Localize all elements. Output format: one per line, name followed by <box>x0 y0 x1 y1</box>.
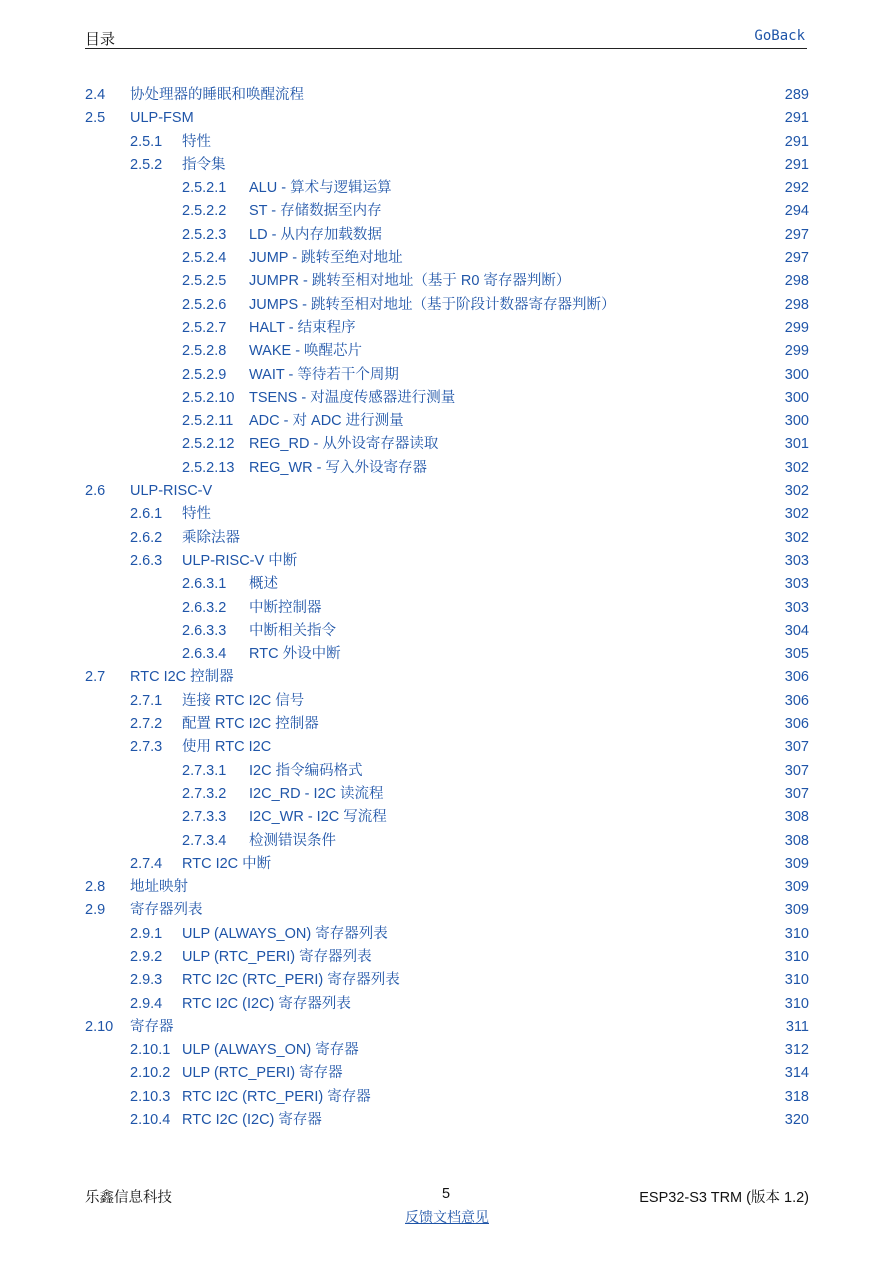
toc-entry-title: ULP (RTC_PERI) 寄存器列表 <box>182 948 372 965</box>
toc-entry-title: ADC - 对 ADC 进行测量 <box>249 413 404 430</box>
toc-entry-number: 2.6.3.2 <box>182 599 227 616</box>
toc-entry[interactable] <box>0 294 892 317</box>
toc-entry-page: 299 <box>784 343 809 360</box>
toc-entry-page: 303 <box>784 599 809 616</box>
toc-entry-title: 协处理器的睡眠和唤醒流程 <box>130 87 304 103</box>
toc-entry[interactable] <box>0 1039 892 1062</box>
toc-entry[interactable] <box>0 1016 892 1039</box>
toc-entry-number: 2.5.2.13 <box>182 459 235 476</box>
toc-entry-title: 乘除法器 <box>182 529 240 546</box>
toc-entry-number: 2.5.2.11 <box>182 413 234 430</box>
toc-entry-title: WAKE - 唤醒芯片 <box>249 343 363 360</box>
toc-entry-number: 2.5.2.9 <box>182 366 227 383</box>
toc-entry[interactable] <box>0 946 892 969</box>
toc-entry[interactable] <box>0 736 892 759</box>
toc-entry-number: 2.9.1 <box>130 925 163 942</box>
toc-entry-number: 2.5.2.5 <box>182 273 227 290</box>
toc-entry-title: RTC I2C (I2C) 寄存器列表 <box>182 995 351 1012</box>
toc-entry[interactable] <box>0 806 892 829</box>
toc-entry-title: 特性 <box>182 133 211 150</box>
toc-entry-number: 2.6.2 <box>130 529 163 546</box>
goback-link[interactable]: GoBack <box>754 28 805 44</box>
toc-entry-number: 2.7.3.1 <box>182 762 227 779</box>
toc-entry[interactable] <box>0 480 892 503</box>
toc-entry-page: 299 <box>784 319 809 336</box>
toc-entry-number: 2.5.2.7 <box>182 319 227 336</box>
toc-entry-title: 寄存器 <box>130 1018 174 1035</box>
toc-entry-title: JUMPR - 跳转至相对地址（基于 R0 寄存器判断） <box>249 273 571 290</box>
toc-entry-title: REG_WR - 写入外设寄存器 <box>249 459 428 476</box>
toc-entry[interactable] <box>0 1109 892 1132</box>
toc-entry-page: 294 <box>784 203 809 220</box>
toc-entry-number: 2.10.3 <box>130 1088 171 1105</box>
toc-entry-page: 310 <box>784 995 809 1012</box>
toc-entry-title: ULP-RISC-V <box>130 483 213 500</box>
toc-entry-number: 2.5.2.6 <box>182 296 227 313</box>
toc-entry-title: RTC I2C 控制器 <box>130 669 234 686</box>
toc-entry-number: 2.5 <box>85 110 106 127</box>
toc-entry[interactable] <box>0 224 892 247</box>
page-header <box>85 26 807 49</box>
toc-entry-page: 306 <box>784 692 809 709</box>
toc-entry[interactable] <box>0 853 892 876</box>
toc-entry-page: 289 <box>784 87 809 103</box>
toc-entry-number: 2.5.1 <box>130 133 163 150</box>
toc-entry[interactable] <box>0 107 892 130</box>
toc-entry-number: 2.7.3.3 <box>182 809 227 826</box>
toc-entry-number: 2.5.2.8 <box>182 343 227 360</box>
toc-entry-page: 301 <box>784 436 809 453</box>
toc-entry-page: 314 <box>784 1065 809 1082</box>
toc-entry-page: 307 <box>784 739 809 756</box>
toc-entry[interactable] <box>0 876 892 899</box>
toc-entry-page: 308 <box>784 809 809 826</box>
toc-entry-number: 2.5.2 <box>130 156 163 173</box>
toc-entry-number: 2.10.4 <box>130 1112 171 1129</box>
toc-entry-page: 302 <box>784 459 809 476</box>
toc-entry-title: RTC I2C 中断 <box>182 855 272 872</box>
toc-entry-title: 地址映射 <box>130 879 188 896</box>
toc-entry-number: 2.7.1 <box>130 692 163 709</box>
toc-entry-page: 307 <box>784 762 809 779</box>
toc-entry-number: 2.6.3.4 <box>182 646 227 663</box>
toc-entry-page: 309 <box>784 855 809 872</box>
toc-entry-page: 302 <box>784 483 809 500</box>
toc-entry[interactable] <box>0 340 892 363</box>
toc-entry[interactable] <box>0 550 892 573</box>
toc-entry-number: 2.5.2.1 <box>182 180 227 197</box>
toc-entry-page: 306 <box>784 716 809 733</box>
toc-entry[interactable] <box>0 783 892 806</box>
toc-entry-page: 297 <box>784 226 809 243</box>
toc-entry-title: ST - 存储数据至内存 <box>249 203 382 220</box>
toc-entry[interactable] <box>0 573 892 596</box>
toc-entry-title: 连接 RTC I2C 信号 <box>182 692 305 709</box>
toc-entry-number: 2.6.1 <box>130 506 163 523</box>
toc-entry-number: 2.7 <box>85 669 106 686</box>
toc-entry-number: 2.4 <box>85 87 106 103</box>
toc-entry-title: 中断相关指令 <box>249 622 336 639</box>
table-of-contents <box>0 84 892 1132</box>
toc-entry-title: WAIT - 等待若干个周期 <box>249 366 399 383</box>
footer-document-title: ESP32-S3 TRM (版本 1.2) <box>639 1190 809 1206</box>
toc-entry-title: 配置 RTC I2C 控制器 <box>182 716 319 733</box>
toc-entry-page: 297 <box>784 250 809 267</box>
toc-entry-title: I2C_RD - I2C 读流程 <box>249 785 384 802</box>
toc-entry-page: 309 <box>784 902 809 919</box>
toc-entry-page: 309 <box>784 879 809 896</box>
toc-entry-page: 303 <box>784 576 809 593</box>
toc-entry[interactable] <box>0 433 892 456</box>
toc-entry-title: REG_RD - 从外设寄存器读取 <box>249 436 439 453</box>
toc-entry-page: 305 <box>784 646 809 663</box>
toc-entry-title: 概述 <box>249 576 278 593</box>
toc-entry[interactable] <box>0 200 892 223</box>
toc-entry-number: 2.6.3.1 <box>182 576 227 593</box>
toc-entry-title: RTC 外设中断 <box>249 646 341 663</box>
toc-entry[interactable] <box>0 131 892 154</box>
toc-entry-number: 2.9.2 <box>130 948 163 965</box>
toc-entry-number: 2.6.3 <box>130 552 163 569</box>
toc-entry[interactable] <box>0 620 892 643</box>
toc-entry-title: LD - 从内存加载数据 <box>249 226 382 243</box>
toc-entry-page: 291 <box>784 133 809 150</box>
toc-entry-number: 2.5.2.4 <box>182 250 227 267</box>
toc-entry-page: 292 <box>784 180 809 197</box>
toc-entry-number: 2.9.4 <box>130 995 163 1012</box>
toc-entry-page: 304 <box>784 622 809 639</box>
toc-entry-number: 2.7.3 <box>130 739 163 756</box>
toc-entry-page: 291 <box>784 156 809 173</box>
toc-entry-title: 中断控制器 <box>249 599 322 616</box>
toc-entry-title: RTC I2C (I2C) 寄存器 <box>182 1112 322 1129</box>
toc-entry-page: 311 <box>785 1018 809 1035</box>
page-footer <box>85 1186 809 1226</box>
toc-entry[interactable] <box>0 899 892 922</box>
toc-entry-title: I2C_WR - I2C 写流程 <box>249 809 387 826</box>
toc-entry-number: 2.8 <box>85 879 106 896</box>
toc-entry-page: 298 <box>784 296 809 313</box>
toc-entry-page: 307 <box>784 785 809 802</box>
toc-entry[interactable] <box>0 364 892 387</box>
toc-entry-number: 2.5.2.3 <box>182 226 227 243</box>
toc-entry[interactable] <box>0 713 892 736</box>
toc-entry-number: 2.10 <box>85 1018 114 1035</box>
toc-entry[interactable] <box>0 387 892 410</box>
toc-entry-page: 300 <box>784 389 809 406</box>
toc-entry-title: 检测错误条件 <box>249 832 336 849</box>
toc-entry-page: 310 <box>784 972 809 989</box>
toc-entry-page: 300 <box>784 413 809 430</box>
toc-entry-page: 310 <box>784 925 809 942</box>
toc-entry[interactable] <box>0 527 892 550</box>
toc-entry-page: 302 <box>784 529 809 546</box>
toc-entry[interactable] <box>0 666 892 689</box>
toc-entry-title: JUMP - 跳转至绝对地址 <box>249 250 403 267</box>
toc-entry-page: 310 <box>784 948 809 965</box>
toc-entry-number: 2.5.2.2 <box>182 203 227 220</box>
toc-entry[interactable] <box>0 643 892 666</box>
toc-entry-title: 寄存器列表 <box>130 902 203 919</box>
toc-entry-title: RTC I2C (RTC_PERI) 寄存器列表 <box>182 972 400 989</box>
header-title: 目录 <box>85 31 116 48</box>
toc-entry[interactable] <box>0 154 892 177</box>
toc-entry-title: I2C 指令编码格式 <box>249 762 363 779</box>
toc-entry-page: 300 <box>784 366 809 383</box>
toc-entry-title: 特性 <box>182 506 211 523</box>
toc-entry-number: 2.10.1 <box>130 1042 171 1059</box>
toc-entry-title: ULP-FSM <box>130 110 194 127</box>
toc-entry-number: 2.7.4 <box>130 855 163 872</box>
toc-entry[interactable] <box>0 317 892 340</box>
toc-entry-title: HALT - 结束程序 <box>249 319 356 336</box>
toc-entry[interactable] <box>0 270 892 293</box>
toc-entry-title: ULP (RTC_PERI) 寄存器 <box>182 1065 343 1082</box>
toc-entry-page: 308 <box>784 832 809 849</box>
toc-entry-page: 318 <box>784 1088 809 1105</box>
toc-entry-title: RTC I2C (RTC_PERI) 寄存器 <box>182 1088 371 1105</box>
toc-entry[interactable] <box>0 969 892 992</box>
toc-entry-page: 298 <box>784 273 809 290</box>
toc-entry-number: 2.9.3 <box>130 972 163 989</box>
toc-entry-title: ULP (ALWAYS_ON) 寄存器 <box>182 1042 359 1059</box>
toc-entry[interactable] <box>0 410 892 433</box>
toc-entry-page: 291 <box>784 110 809 127</box>
toc-entry[interactable] <box>0 597 892 620</box>
toc-entry-page: 303 <box>784 552 809 569</box>
toc-entry-title: ULP (ALWAYS_ON) 寄存器列表 <box>182 925 388 942</box>
toc-entry[interactable] <box>0 503 892 526</box>
toc-entry-number: 2.7.3.4 <box>182 832 227 849</box>
toc-entry-number: 2.7.2 <box>130 716 163 733</box>
toc-entry-title: 使用 RTC I2C <box>182 739 272 756</box>
toc-entry-title: ULP-RISC-V 中断 <box>182 552 298 569</box>
toc-entry[interactable] <box>0 84 892 107</box>
toc-entry[interactable] <box>0 177 892 200</box>
toc-entry-page: 312 <box>784 1042 809 1059</box>
footer-page-number: 5 <box>442 1186 451 1202</box>
toc-entry-number: 2.6.3.3 <box>182 622 227 639</box>
toc-entry[interactable] <box>0 830 892 853</box>
toc-entry[interactable] <box>0 760 892 783</box>
toc-entry-number: 2.5.2.10 <box>182 389 235 406</box>
toc-entry-title: JUMPS - 跳转至相对地址（基于阶段计数器寄存器判断） <box>249 296 616 313</box>
toc-entry-number: 2.7.3.2 <box>182 785 227 802</box>
feedback-link[interactable]: 反馈文档意见 <box>405 1209 489 1225</box>
toc-entry[interactable] <box>0 993 892 1016</box>
toc-entry-title: 指令集 <box>182 156 226 173</box>
toc-entry[interactable] <box>0 457 892 480</box>
footer-company: 乐鑫信息科技 <box>85 1190 172 1206</box>
toc-entry[interactable] <box>0 690 892 713</box>
toc-entry-number: 2.6 <box>85 483 106 500</box>
toc-entry-page: 302 <box>784 506 809 523</box>
toc-entry[interactable] <box>0 247 892 270</box>
toc-entry-page: 306 <box>784 669 809 686</box>
toc-entry-title: TSENS - 对温度传感器进行测量 <box>249 389 456 406</box>
toc-entry[interactable] <box>0 923 892 946</box>
toc-entry-number: 2.9 <box>85 902 106 919</box>
toc-entry[interactable] <box>0 1086 892 1109</box>
toc-entry-number: 2.5.2.12 <box>182 436 235 453</box>
toc-entry-number: 2.10.2 <box>130 1065 171 1082</box>
toc-entry-page: 320 <box>784 1112 809 1129</box>
toc-entry[interactable] <box>0 1062 892 1085</box>
toc-entry-title: ALU - 算术与逻辑运算 <box>249 180 392 197</box>
